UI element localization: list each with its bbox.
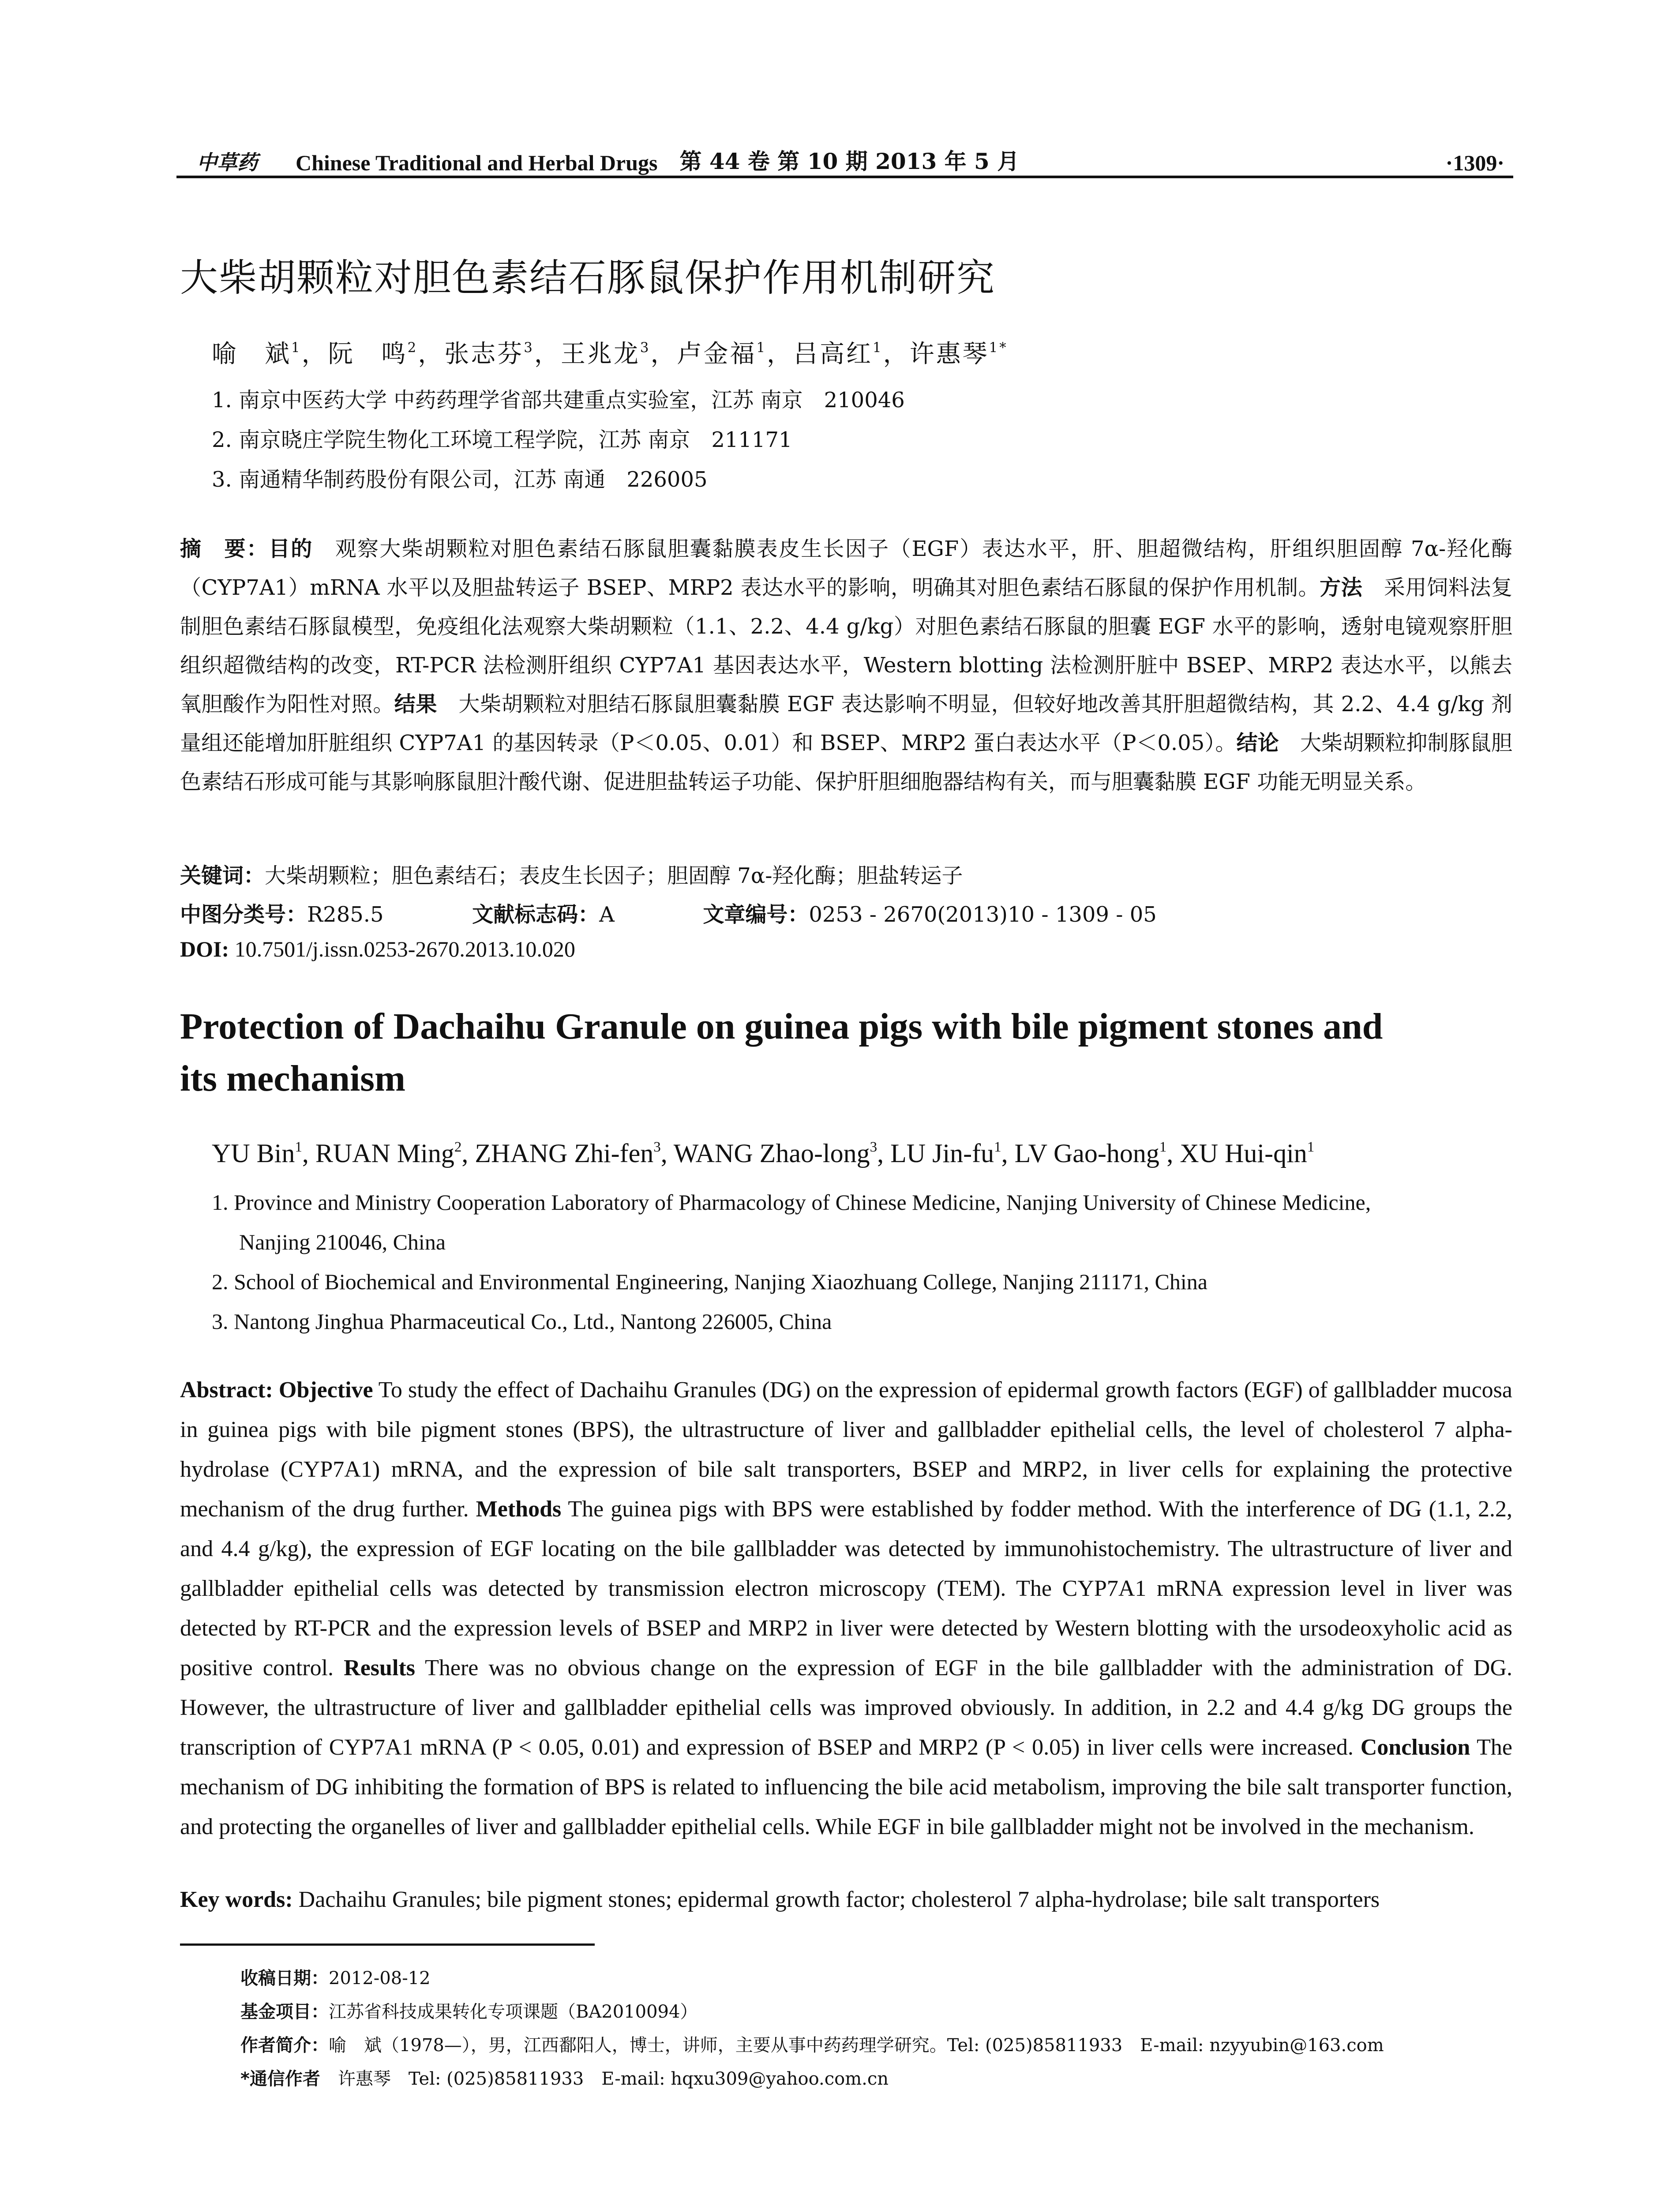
journal-logo: 中草药 [197, 150, 258, 174]
cn-author-affiliation-mark: 1 [756, 340, 767, 356]
english-affiliation-1-line1: 1. Province and Ministry Cooperation Laboratory of Pharmacology of Chinese Medicine, Nanjing University of Chinese Medicine, [212, 1190, 1371, 1215]
en-results-label: Results [344, 1655, 415, 1681]
en-author-separator: , [461, 1139, 475, 1168]
footnote-fund [240, 1998, 698, 2023]
en-author-name: WANG Zhao-long [673, 1139, 870, 1168]
bio-label: 作者简介： [240, 2035, 329, 2056]
clc-value: R285.5 [307, 902, 384, 927]
bio-text: 喻 斌（1978—），男，江西鄱阳人，博士，讲师，主要从事中药药理学研究。Tel: (025)85811933 E-mail: nzyyubin@163.com [329, 2035, 1384, 2056]
objective-text: 观察大柴胡颗粒对胆色素结石豚鼠胆囊黏膜表皮生长因子（EGF）表达水平，肝、胆超微结构，肝组织胆固醇 7α-羟化酶（CYP7A1）mRNA 水平以及胆盐转运子 BSEP、MRP2 表达水平的影响，明确其对胆色素结石豚鼠的保护作用机制。 [180, 536, 1512, 600]
footnote-divider [180, 1943, 595, 1946]
en-author-affiliation-mark: 1 [295, 1139, 302, 1155]
cn-author-name: 喻 斌 [212, 340, 291, 368]
cn-author-separator: ， [767, 340, 794, 368]
cn-author-affiliation-mark: 2 [407, 340, 418, 356]
en-author-affiliation-mark: 3 [653, 1139, 661, 1155]
conclusion-label: 结论 [1236, 731, 1279, 755]
footnote-received [240, 1964, 431, 1989]
cn-author-affiliation-mark: 3 [640, 340, 651, 356]
chinese-abstract [180, 529, 1512, 801]
clc-label: 中图分类号： [180, 902, 308, 927]
en-author-separator: , [877, 1139, 891, 1168]
methods-text: 采用饲料法复制胆色素结石豚鼠模型，免疫组化法观察大柴胡颗粒（1.1、2.2、4.4 g/kg）对胆色素结石豚鼠的胆囊 EGF 水平的影响，透射电镜观察肝胆组织超微结构的改变，RT-PCR 法检测肝组织 CYP7A1 基因表达水平，Western blotting 法检测肝脏中 BSEP、MRP2 表达水平，以熊去氧胆酸作为阳性对照。 [180, 575, 1512, 717]
english-affiliation-2: 2. School of Biochemical and Environmental Engineering, Nanjing Xiaozhuang College, Nanjing 211171, China [212, 1269, 1208, 1294]
cn-author-name: 张志芬 [444, 340, 524, 368]
english-affiliation-3: 3. Nantong Jinghua Pharmaceutical Co., Ltd., Nantong 226005, China [212, 1309, 832, 1334]
received-date: 2012-08-12 [329, 1968, 431, 1988]
footnote-bio [240, 2031, 1384, 2056]
en-author-separator: , [1166, 1139, 1180, 1168]
en-results-text: There was no obvious change on the expression of EGF in the bile gallbladder with the administration of DG. However, the ultrastructure of liver and gallbladder epithelial cells was improved obviously. In addition, in 2.2 and 4.4 g/kg DG groups the transcription of CYP7A1 mRNA (P < 0.05, 0.01) and expression of BSEP and MRP2 (P < 0.05) in liver cells were increased. [180, 1655, 1513, 1760]
en-keywords-text: Dachaihu Granules; bile pigment stones; epidermal growth factor; cholesterol 7 alpha-hydrolase; bile salt transporters [292, 1887, 1380, 1912]
fund-text: 江苏省科技成果转化专项课题（BA2010094） [329, 2002, 698, 2022]
en-author-separator: , [302, 1139, 315, 1168]
english-affiliation-1-line2: Nanjing 210046, China [239, 1230, 446, 1254]
english-affiliation-1 [212, 1182, 1518, 1262]
chinese-affiliation-3: 3. 南通精华制药股份有限公司，江苏 南通 226005 [212, 467, 708, 492]
en-author-name: ZHANG Zhi-fen [475, 1139, 654, 1168]
cn-author-affiliation-mark: 1 [291, 340, 302, 356]
cn-author-name: 卢金福 [677, 340, 757, 368]
article-no-value: 0253 - 2670(2013)10 - 1309 - 05 [809, 902, 1157, 927]
abstract-label: 摘 要： [180, 536, 269, 561]
en-author-name: RUAN Ming [315, 1139, 454, 1168]
conclusion-text: 大柴胡颗粒抑制豚鼠胆色素结石形成可能与其影响豚鼠胆汁酸代谢、促进胆盐转运子功能、保护肝胆细胞器结构有关，而与胆囊黏膜 EGF 功能无明显关系。 [180, 731, 1512, 794]
en-objective-label: Objective [278, 1377, 373, 1403]
en-methods-label: Methods [476, 1497, 562, 1522]
doc-code-label: 文献标志码： [472, 902, 600, 927]
en-author-name: XU Hui-qin [1180, 1139, 1307, 1168]
en-author-separator: , [1001, 1139, 1015, 1168]
cn-author-affiliation-mark: 1* [989, 340, 1008, 356]
cn-author-affiliation-mark: 1 [873, 340, 883, 356]
classification-line [180, 897, 1157, 928]
english-abstract [180, 1370, 1512, 1847]
en-author-affiliation-mark: 1 [1307, 1139, 1315, 1155]
objective-label: 目的 [269, 536, 313, 561]
doi-label: DOI: [180, 937, 229, 961]
english-authors [212, 1138, 1314, 1169]
cn-author-name: 许惠琴 [909, 340, 989, 368]
chinese-keywords [180, 859, 963, 889]
methods-label: 方法 [1320, 575, 1363, 600]
results-label: 结果 [394, 692, 437, 717]
en-author-affiliation-mark: 3 [870, 1139, 878, 1155]
chinese-title: 大柴胡颗粒对胆色素结石豚鼠保护作用机制研究 [180, 256, 995, 300]
en-author-name: LU Jin-fu [890, 1139, 994, 1168]
en-author-separator: , [660, 1139, 674, 1168]
cn-author-separator: ， [418, 340, 445, 368]
doi-line [180, 936, 575, 962]
footnote-corresponding [240, 2065, 889, 2090]
en-author-affiliation-mark: 1 [994, 1139, 1001, 1155]
results-text: 大柴胡颗粒对胆结石豚鼠胆囊黏膜 EGF 表达影响不明显，但较好地改善其肝胆超微结构，其 2.2、4.4 g/kg 剂量组还能增加肝脏组织 CYP7A1 的基因转录（P＜0.05、0.01）和 BSEP、MRP2 蛋白表达水平（P＜0.05）。 [180, 692, 1512, 755]
english-keywords [180, 1887, 1380, 1913]
running-header [176, 140, 1513, 178]
cn-author-name: 吕高红 [793, 340, 873, 368]
cn-author-separator: ， [883, 340, 910, 368]
article-no-label: 文章编号： [703, 902, 809, 927]
chinese-affiliation-1: 1. 南京中医药大学 中药药理学省部共建重点实验室，江苏 南京 210046 [212, 388, 905, 413]
en-conclusion-label: Conclusion [1360, 1735, 1470, 1760]
corr-text: 许惠琴 Tel: (025)85811933 E-mail: hqxu309@yahoo.com.cn [320, 2069, 889, 2089]
en-author-affiliation-mark: 2 [454, 1139, 462, 1155]
en-conclusion-text: The mechanism of DG inhibiting the formation of BPS is related to influencing the bile acid metabolism, improving the bile salt transporter function, and protecting the organelles of liver and gallbladder epithelial cells. While EGF in bile gallbladder might not be involved in the mechanism. [180, 1735, 1512, 1839]
volume-info: 第 44 卷 第 10 期 2013 年 5 月 [679, 148, 1020, 174]
cn-author-name: 阮 鸣 [328, 340, 408, 368]
chinese-authors [212, 334, 1008, 370]
received-label: 收稿日期： [240, 1968, 329, 1988]
keywords-text: 大柴胡颗粒；胆色素结石；表皮生长因子；胆固醇 7α-羟化酶；胆盐转运子 [265, 863, 963, 888]
cn-author-separator: ， [650, 340, 677, 368]
en-keywords-label: Key words: [180, 1887, 293, 1912]
corr-label: *通信作者 [240, 2069, 320, 2089]
keywords-label: 关键词： [180, 863, 265, 888]
doc-code-value: A [599, 902, 615, 927]
page-number: ·1309· [1445, 150, 1504, 175]
cn-author-separator: ， [301, 340, 328, 368]
journal-title: Chinese Traditional and Herbal Drugs [296, 150, 658, 175]
doi-link[interactable]: 10.7501/j.issn.0253-2670.2013.10.020 [234, 937, 575, 961]
en-author-name: LV Gao-hong [1014, 1139, 1159, 1168]
en-author-affiliation-mark: 1 [1159, 1139, 1167, 1155]
cn-author-separator: ， [534, 340, 561, 368]
cn-author-name: 王兆龙 [560, 340, 640, 368]
en-objective-text: To study the effect of Dachaihu Granules (DG) on the expression of epidermal growth factors (EGF) of gallbladder mucosa in guinea pigs with bile pigment stones (BPS), the ultrastructure of liver and gallbladder epithelial cells, the level of cholesterol 7 alpha-hydrolase (CYP7A1) mRNA, and the expression of bile salt transporters, BSEP and MRP2, in liver cells for explaining the protective mechanism of the drug further. [180, 1377, 1512, 1522]
english-title: Protection of Dachaihu Granule on guinea pigs with bile pigment stones and its mechanism [180, 1006, 1383, 1099]
fund-label: 基金项目： [240, 2002, 329, 2022]
en-methods-text: The guinea pigs with BPS were established by fodder method. With the interference of DG (1.1, 2.2, and 4.4 g/kg), the expression of EGF locating on the bile gallbladder was detected by immunohistochemistry. The ultrastructure of liver and gallbladder epithelial cells was detected by transmission electron microscopy (TEM). The CYP7A1 mRNA expression level in liver was detected by RT-PCR and the expression levels of BSEP and MRP2 in liver were detected by Western blotting with the ursodeoxyholic acid as positive control. [180, 1497, 1512, 1681]
chinese-affiliation-2: 2. 南京晓庄学院生物化工环境工程学院，江苏 南京 211171 [212, 428, 792, 452]
en-author-name: YU Bin [212, 1139, 295, 1168]
en-abstract-label: Abstract: [180, 1377, 273, 1403]
cn-author-affiliation-mark: 3 [524, 340, 534, 356]
